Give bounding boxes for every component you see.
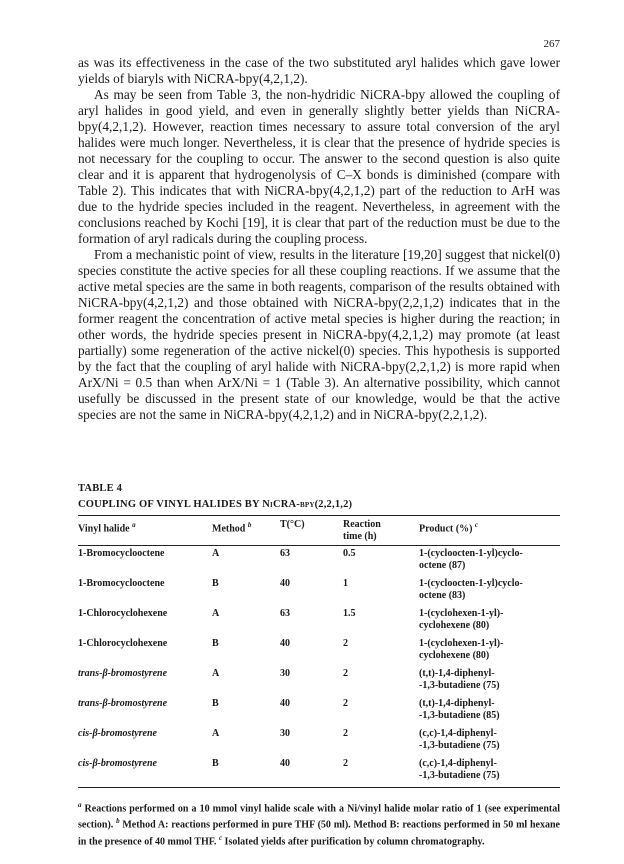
paragraph: as was its effectiveness in the case of the two substituted aryl halides which gave lower yields of biaryls with NiCRA-bpy(4,2,1,2).	[78, 55, 560, 86]
cell-temperature: 40	[280, 698, 290, 709]
cell-vinyl-halide: cis-β-bromostyrene	[78, 756, 212, 788]
table-caption-reagent: NiCRA-bpy(2,2,1,2)	[262, 499, 353, 510]
page-number: 267	[543, 38, 560, 50]
cell-temperature: 40	[280, 578, 290, 589]
table-row	[78, 726, 560, 756]
cell-method: B	[212, 578, 219, 589]
cell-reaction-time: 2	[343, 756, 419, 788]
table-row	[78, 636, 560, 666]
table-row	[78, 666, 560, 696]
cell-vinyl-halide: 1-Chlorocyclohexene	[78, 638, 168, 649]
cell-vinyl-halide: trans-β-bromostyrene	[78, 698, 168, 709]
cell-reaction-time: 2	[343, 668, 348, 679]
cell-vinyl-halide: trans-β-bromostyrene	[78, 668, 168, 679]
cell-method: B	[212, 698, 219, 709]
cell-method: B	[212, 638, 219, 649]
table-row	[78, 606, 560, 636]
header-product: Product (%) $^c$	[419, 516, 560, 546]
cell-product: 1-(cycloocten-1-yl)cyclo- octene (83)	[419, 578, 523, 601]
cell-temperature: 30	[280, 728, 290, 739]
table-row	[78, 756, 560, 788]
cell-product: (t,t)-1,4-diphenyl- -1,3-butadiene (75)	[419, 668, 500, 691]
cell-reaction-time: 1	[343, 578, 348, 589]
cell-product: (c,c)-1,4-diphenyl- -1,3-butadiene (75)	[419, 728, 500, 751]
cell-product: (t,t)-1,4-diphenyl- -1,3-butadiene (85)	[419, 698, 500, 721]
cell-product: (c,c)-1,4-diphenyl- -1,3-butadiene (75)	[419, 756, 560, 788]
header-vinyl-halide: Vinyl halide $^a$	[78, 516, 212, 546]
cell-vinyl-halide: 1-Bromocyclooctene	[78, 578, 165, 589]
data-table	[78, 515, 560, 788]
cell-reaction-time: 1.5	[343, 608, 356, 619]
header-method: Method $^b$	[212, 516, 280, 546]
table-row	[78, 546, 560, 577]
header-temperature: T(°C)	[280, 516, 343, 546]
cell-method: A	[212, 728, 220, 739]
table-footnote: $^a$ Reactions performed on a 10 mmol vinyl halide scale with a Ni/vinyl halide molar ratio of 1 (see experimental section). $^b$ Method A: reactions performed in pure THF (50 ml). Method B: reactions performed in 50 ml hexane in the presence of 40 mmol THF. $^c$ Isolated yields after purification by column chromatography.	[78, 801, 560, 847]
cell-method: A	[212, 668, 220, 679]
cell-product: 1-(cycloocten-1-yl)cyclo- octene (87)	[419, 548, 523, 571]
cell-method: B	[212, 756, 280, 788]
table-row	[78, 696, 560, 726]
cell-reaction-time: 2	[343, 638, 348, 649]
cell-temperature: 63	[280, 548, 290, 559]
cell-reaction-time: 2	[343, 698, 348, 709]
paragraph: From a mechanistic point of view, results in the literature [19,20] suggest that nickel(0) species constitute the active species for all these coupling reactions. If we assume that the active metal species are the same in both reagents, comparison of the results obtained with NiCRA-bpy(4,2,1,2) and those obtained with NiCRA-bpy(2,2,1,2) indicates that in the former reagent the concentration of active metal species is higher during the reaction; in other words, the hydride species present in NiCRA-bpy(4,2,1,2) may promote (at least partially) some regeneration of the active nickel(0) species. This hypothesis is supported by the fact that the coupling of aryl halide with NiCRA-bpy(2,2,1,2) is more rapid when ArX/Ni = 0.5 than when ArX/Ni = 1 (Table 3). An alternative possibility, which cannot usefully be discussed in the present state of our knowledge, would be that the active species are not the same in NiCRA-bpy(4,2,1,2) and in NiCRA-bpy(2,2,1,2).	[78, 247, 560, 422]
body-text	[78, 55, 560, 423]
cell-reaction-time: 2	[343, 728, 348, 739]
table-caption	[78, 499, 352, 510]
cell-method: A	[212, 608, 220, 619]
paragraph: As may be seen from Table 3, the non-hydridic NiCRA-bpy allowed the coupling of aryl halides in good yield, and even in generally slightly better yields than NiCRA-bpy(4,2,1,2). However, reaction times necessary to assure total conversion of the aryl halides were much longer. Nevertheless, it is clear that the presence of hydride species is not necessary for the coupling to occur. The answer to the second question is also quite clear and it is apparent that hydrogenolysis of C–X bonds is diminished (compare with Table 2). This indicates that with NiCRA-bpy(4,2,1,2) part of the reduction to ArH was due to the hydride species included in the reagent. Nevertheless, in agreement with the conclusions reached by Kochi [19], it is clear that part of the reduction must be due to the formation of aryl radicals during the coupling process.	[78, 87, 560, 246]
table-row	[78, 576, 560, 606]
cell-vinyl-halide: 1-Bromocyclooctene	[78, 548, 165, 559]
cell-method: A	[212, 548, 220, 559]
table-header-row	[78, 516, 560, 546]
cell-temperature: 40	[280, 756, 343, 788]
table-caption-main: COUPLING OF VINYL HALIDES BY	[78, 499, 263, 510]
cell-vinyl-halide: cis-β-bromostyrene	[78, 728, 157, 739]
cell-product: 1-(cyclohexen-1-yl)- cyclohexene (80)	[419, 608, 504, 631]
cell-temperature: 30	[280, 668, 290, 679]
cell-temperature: 40	[280, 638, 290, 649]
table-label: TABLE 4	[78, 483, 123, 494]
cell-temperature: 63	[280, 608, 290, 619]
cell-product: 1-(cyclohexen-1-yl)- cyclohexene (80)	[419, 638, 504, 661]
cell-reaction-time: 0.5	[343, 548, 356, 559]
cell-vinyl-halide: 1-Chlorocyclohexene	[78, 608, 168, 619]
header-reaction-time: Reaction time (h)	[343, 516, 419, 546]
table-container	[78, 515, 560, 788]
